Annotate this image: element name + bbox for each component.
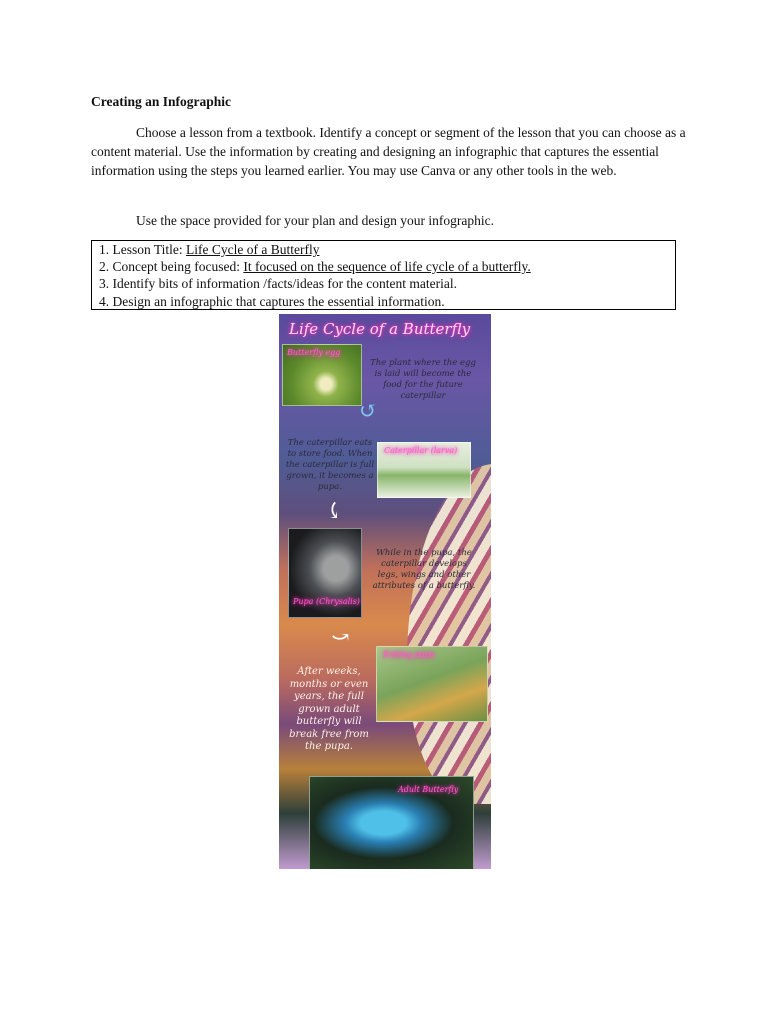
caterpillar-label: Caterpillar (larva) xyxy=(384,446,458,455)
down-arrow-icon: ⤹ xyxy=(325,498,344,523)
pupa-photo xyxy=(288,528,362,618)
butterfly-wing-image xyxy=(407,464,491,804)
egg-photo xyxy=(282,344,362,406)
plan-item-information: 3. Identify bits of information /facts/ideas for the content material. xyxy=(99,276,458,292)
egg-description: The plant where the egg is laid will become the food for the future caterpillar xyxy=(370,358,476,401)
document-heading: Creating an Infographic xyxy=(91,94,232,109)
curl-arrow-icon: ↺ xyxy=(359,398,378,423)
plan-item-design: 4. Design an infographic that captures the essential information. xyxy=(99,293,445,309)
adult-photo xyxy=(309,776,474,869)
plan-box xyxy=(91,240,676,310)
caterpillar-photo xyxy=(377,442,471,498)
plan-item-label: 2. Concept being focused: xyxy=(99,259,244,275)
lesson-title-value: Life Cycle of a Butterfly xyxy=(186,242,320,257)
emerging-photo xyxy=(376,646,488,722)
infographic xyxy=(279,314,491,869)
caterpillar-description: The caterpillar eats to store food. When the caterpillar is full grown, it becomes a pupa. xyxy=(285,438,375,492)
infographic-title: Life Cycle of a Butterfly xyxy=(289,320,471,338)
right-arrow-icon: ⤻ xyxy=(331,624,350,649)
instruction-paragraph: Choose a lesson from a textbook. Identify a concept or segment of the lesson that you can choose as a content material. Use the information by creating and designing an infographic that captures the essential information using the steps you learned earlier. You may use Canva or any other tools in the web. xyxy=(91,125,686,179)
concept-value: It focused on the sequence of life cycle of a butterfly. xyxy=(243,259,531,275)
emerging-label: Exiting pupa xyxy=(383,650,435,659)
egg-label: Butterfly egg xyxy=(287,348,341,357)
plan-item-label: 1. Lesson Title: xyxy=(99,242,187,257)
adult-label: Adult Butterfly xyxy=(398,785,459,794)
plan-item-lesson-title xyxy=(99,241,668,258)
pupa-description: While in the pupa, the caterpillar develops legs, wings and other attributes of a butterfly. xyxy=(372,548,476,591)
pupa-label: Pupa (Chrysalis) xyxy=(293,597,360,606)
plan-item-concept xyxy=(99,258,668,275)
emerging-description: After weeks, months or even years, the full grown adult butterfly will break free from the pupa. xyxy=(289,666,369,752)
space-note-paragraph: Use the space provided for your plan and design your infographic. xyxy=(136,213,495,228)
